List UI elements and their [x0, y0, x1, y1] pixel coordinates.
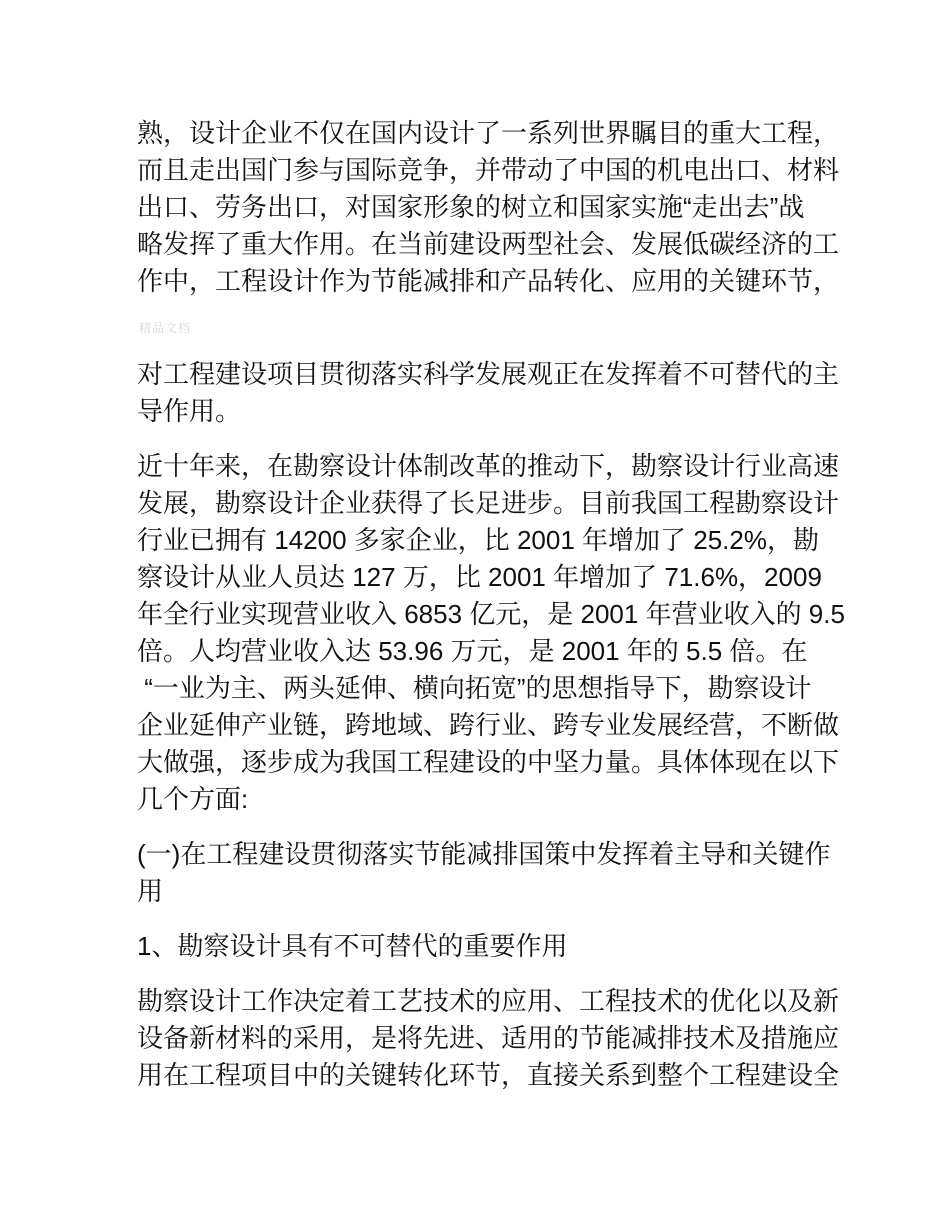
watermark-text: 精品文档	[139, 321, 192, 335]
text-line: 导作用。	[137, 396, 242, 426]
text-line: 大做强，逐步成为我国工程建设的中坚力量。具体体现在以下	[137, 747, 840, 777]
subheading-1	[137, 928, 820, 965]
text-line: 发展，勘察设计企业获得了长足进步。目前我国工程勘察设计	[137, 488, 840, 518]
text-line: 1、勘察设计具有不可替代的重要作用	[137, 931, 568, 961]
text-line: 略发挥了重大作用。在当前建设两型社会、发展低碳经济的工	[137, 229, 840, 259]
text-line: 行业已拥有 14200 多家企业，比 2001 年增加了 25.2%，勘	[137, 525, 819, 555]
text-line: 而且走出国门参与国际竞争，并带动了中国的机电出口、材料	[137, 155, 840, 185]
text-line: 倍。人均营业收入达 53.96 万元，是 2001 年的 5.5 倍。在	[137, 636, 808, 666]
text-line: 用在工程项目中的关键转化环节，直接关系到整个工程建设全	[137, 1060, 840, 1090]
text-line: 察设计从业人员达 127 万，比 2001 年增加了 71.6%，2009	[137, 562, 822, 592]
text-line: 企业延伸产业链，跨地域、跨行业、跨专业发展经营，不断做	[137, 710, 840, 740]
text-line: (一)在工程建设贯彻落实节能减排国策中发挥着主导和关键作	[137, 839, 831, 869]
text-line: 对工程建设项目贯彻落实科学发展观正在发挥着不可替代的主	[137, 359, 840, 389]
text-line: 几个方面:	[137, 784, 249, 814]
text-line: 出口、劳务出口，对国家形象的树立和国家实施“走出去”战	[137, 192, 805, 222]
section-heading-one	[137, 836, 831, 910]
text-line: 用	[137, 876, 164, 906]
text-line: 熟，设计企业不仅在国内设计了一系列世界瞩目的重大工程，	[137, 118, 840, 148]
watermark	[139, 318, 820, 338]
text-line: 设备新材料的采用，是将先进、适用的节能减排技术及措施应	[137, 1023, 840, 1053]
text-line: 年全行业实现营业收入 6853 亿元，是 2001 年营业收入的 9.5	[137, 599, 845, 629]
paragraph-industry-growth	[137, 448, 845, 818]
paragraph-leading-role	[137, 356, 840, 430]
text-line: “一业为主、两头延伸、横向拓宽”的思想指导下，勘察设计	[137, 673, 812, 703]
paragraph-intro-continued	[137, 115, 840, 300]
paragraph-design-decisive-role	[137, 983, 840, 1094]
text-line: 作中，工程设计作为节能减排和产品转化、应用的关键环节，	[137, 266, 840, 296]
text-line: 勘察设计工作决定着工艺技术的应用、工程技术的优化以及新	[137, 986, 840, 1016]
text-line: 近十年来，在勘察设计体制改革的推动下，勘察设计行业高速	[137, 451, 840, 481]
